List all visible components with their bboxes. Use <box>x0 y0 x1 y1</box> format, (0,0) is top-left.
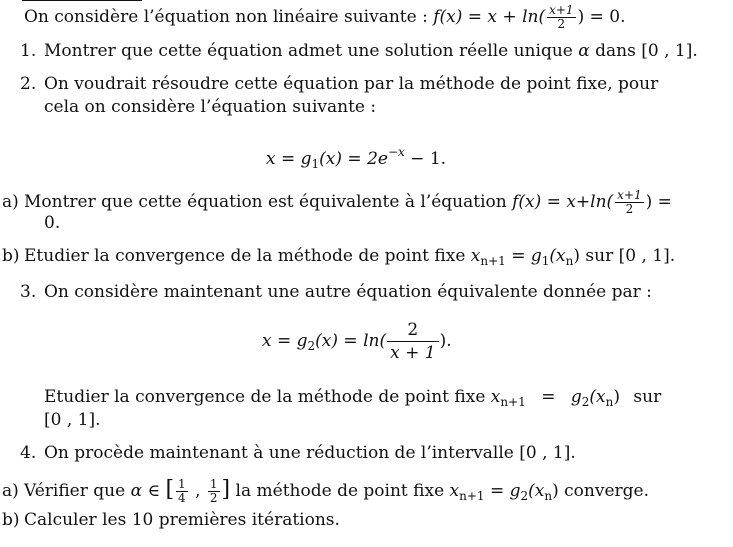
equation-g2-fraction: $\frac{2}{x + 1}$ <box>387 319 438 364</box>
alpha-symbol: α <box>578 41 590 61</box>
equation-g2: $x = g_2(x) = \ln$( $\frac{2}{x + 1}$ ). <box>262 320 452 363</box>
item-2a-cont: 0. <box>44 213 61 233</box>
item-2-line-2: cela on considère l’équation suivante : <box>44 97 377 117</box>
item-2-number: 2. <box>20 74 37 94</box>
item-2a-text: Montrer que cette équation est équivalente à l’équation <box>24 192 513 212</box>
item-3-body-line-1: Etudier la convergence de la méthode de point fixe $x_{n+1} = g_2(x_n)$ sur <box>44 387 662 409</box>
item-4b <box>2 509 340 532</box>
item-2a: a) Montrer que cette équation est équivalente à l’équation f(x) = x+ln( $\frac{x+1}{2}$ ) = <box>2 188 672 216</box>
top-rule <box>22 0 142 1</box>
item-2-line-1 <box>20 73 658 96</box>
fraction-one-quarter: $\frac{1}{4}$ <box>178 477 186 505</box>
fraction-one-half: $\frac{1}{2}$ <box>209 477 218 505</box>
intro-fraction: $\frac{x+1}{2}$ <box>549 3 574 31</box>
item-3-text: On considère maintenant une autre équation équivalente donnée par : <box>44 282 652 302</box>
intro-text: On considère l’équation non linéaire suivante : <box>24 7 434 27</box>
item-4a-label: a) <box>2 481 19 501</box>
item-1-number: 1. <box>20 41 37 61</box>
item-4a: a) Vérifier que α ∈ [ $\frac{1}{4}$ , $\frac{1}{2}$ ] la méthode de point fixe $x_{n+1} = g_2(x_n)$ converge. <box>2 477 649 505</box>
item-2-text: On voudrait résoudre cette équation par la méthode de point fixe, pour <box>44 74 659 94</box>
item-1-text: Montrer que cette équation admet une solution réelle unique <box>44 41 579 61</box>
item-2a-fraction: $\frac{x+1}{2}$ <box>617 188 642 216</box>
equation-g1: $x = g_1(x) = 2e^{-x} - 1$. <box>266 145 447 171</box>
item-4b-label: b) <box>2 510 20 530</box>
item-3-number: 3. <box>20 282 37 302</box>
item-4-text: On procède maintenant à une réduction de l’intervalle <box>44 443 520 463</box>
intro-eq-right: ) = 0. <box>577 7 626 27</box>
item-3 <box>20 281 652 304</box>
item-2b-label: b) <box>2 246 20 266</box>
item-4-number: 4. <box>20 443 37 463</box>
item-1: 1. Montrer que cette équation admet une solution réelle unique α dans [0 , 1]. <box>20 41 698 61</box>
item-3-body-line-2: [0 , 1]. <box>44 410 101 430</box>
intro-line <box>24 4 625 31</box>
intro-eq-left: f(x) = x + ln( <box>433 7 546 27</box>
item-4: 4. On procède maintenant à une réduction de l’intervalle [0 , 1]. <box>20 443 576 463</box>
item-2b: b) Etudier la convergence de la méthode de point fixe $x_{n+1} = g_1(x_n)$ sur [0 , 1]. <box>2 246 676 268</box>
item-2b-text: Etudier la convergence de la méthode de point fixe <box>24 246 471 266</box>
interval: [0 , 1] <box>641 41 693 61</box>
item-4b-text: Calculer les 10 premières itérations. <box>24 510 340 530</box>
item-2a-label: a) <box>2 192 19 212</box>
